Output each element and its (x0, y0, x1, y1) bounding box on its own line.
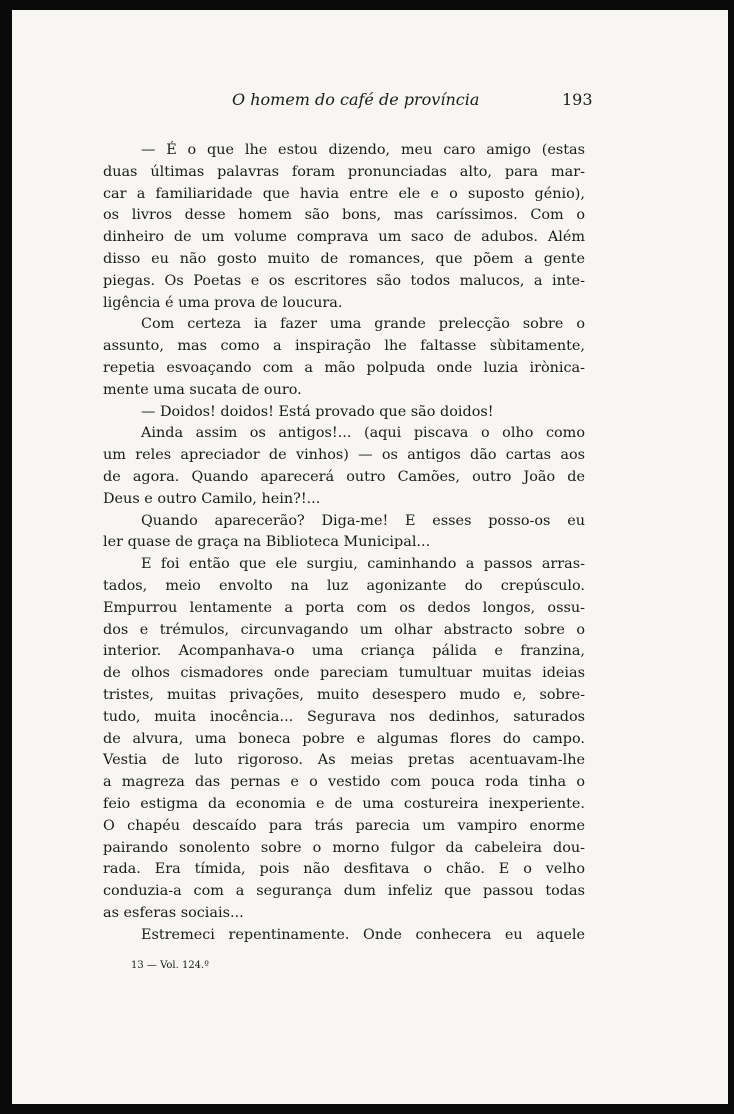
text-line: E foi então que ele surgiu, caminhando a passos arras- (141, 556, 585, 573)
text-line: piegas. Os Poetas e os escritores são todos malucos, a inte- (103, 272, 585, 289)
text-line: de alvura, uma boneca pobre e algumas flores do campo. (103, 730, 585, 747)
text-line: Empurrou lentamente a porta com os dedos longos, ossu- (103, 599, 585, 616)
text-line: — Doidos! doidos! Está provado que são doidos! (141, 403, 494, 420)
text-line: Com certeza ia fazer uma grande prelecção sobre o (141, 316, 585, 333)
text-line: O chapéu descaído para trás parecia um vampiro enorme (103, 817, 585, 834)
text-line: as esferas sociais... (103, 904, 244, 921)
text-line: car a familiaridade que havia entre ele e o suposto génio), (103, 185, 585, 202)
text-line: repetia esvoaçando com a mão polpuda onde luzia irònica- (103, 359, 585, 376)
text-line: Deus e outro Camilo, hein?!... (103, 490, 321, 507)
text-line: — É o que lhe estou dizendo, meu caro amigo (estas (141, 142, 585, 158)
text-line: pairando sonolento sobre o morno fulgor da cabeleira dou- (103, 839, 585, 856)
text-line: duas últimas palavras foram pronunciadas alto, para mar- (103, 163, 585, 180)
text-line: tudo, muita inocência... Segurava nos dedinhos, saturados (103, 708, 585, 725)
text-line: um reles apreciador de vinhos) — os antigos dão cartas aos (103, 447, 585, 464)
text-line: de agora. Quando aparecerá outro Camões, outro João de (103, 468, 585, 485)
text-line: conduzia-a com a segurança dum infeliz que passou todas (103, 883, 585, 900)
book-page (12, 10, 728, 1104)
text-line: assunto, mas como a inspiração lhe faltasse sùbitamente, (103, 338, 585, 355)
text-line: tristes, muitas privações, muito desespero mudo e, sobre- (103, 686, 585, 703)
text-line: dos e trémulos, circunvagando um olhar abstracto sobre o (103, 621, 585, 638)
text-line: Estremeci repentinamente. Onde conhecera eu aquele (141, 926, 585, 943)
text-line: feio estigma da economia e de uma costureira inexperiente. (103, 795, 585, 812)
text-line: disso eu não gosto muito de romances, que põem a gente (103, 250, 585, 267)
text-line: interior. Acompanhava-o uma criança pálida e franzina, (103, 643, 585, 660)
running-title: O homem do café de província (232, 90, 480, 109)
text-line: Vestia de luto rigoroso. As meias pretas acentuavam-lhe (103, 752, 585, 769)
text-line: a magreza das pernas e o vestido com pouca roda tinha o (103, 774, 585, 791)
text-line: rada. Era tímida, pois não desfitava o chão. E o velho (103, 861, 585, 878)
text-line: Ainda assim os antigos!... (aqui piscava o olho como (141, 425, 585, 442)
text-line: ligência é uma prova de loucura. (103, 294, 343, 311)
text-line: ler quase de graça na Biblioteca Municipal... (103, 534, 431, 551)
text-line: tados, meio envolto na luz agonizante do crepúsculo. (103, 577, 585, 594)
text-line: de olhos cismadores onde pareciam tumultuar muitas ideias (103, 665, 585, 682)
body-text (103, 140, 585, 946)
text-line: mente uma sucata de ouro. (103, 381, 302, 398)
text-line: Quando aparecerão? Diga-me! E esses posso-os eu (141, 512, 585, 529)
text-line: os livros desse homem são bons, mas caríssimos. Com o (103, 207, 585, 224)
printer-signature-mark: 13 — Vol. 124.º (131, 960, 209, 971)
page-header (12, 90, 728, 112)
page-number: 193 (562, 90, 593, 109)
text-line: dinheiro de um volume comprava um saco de adubos. Além (103, 229, 585, 246)
